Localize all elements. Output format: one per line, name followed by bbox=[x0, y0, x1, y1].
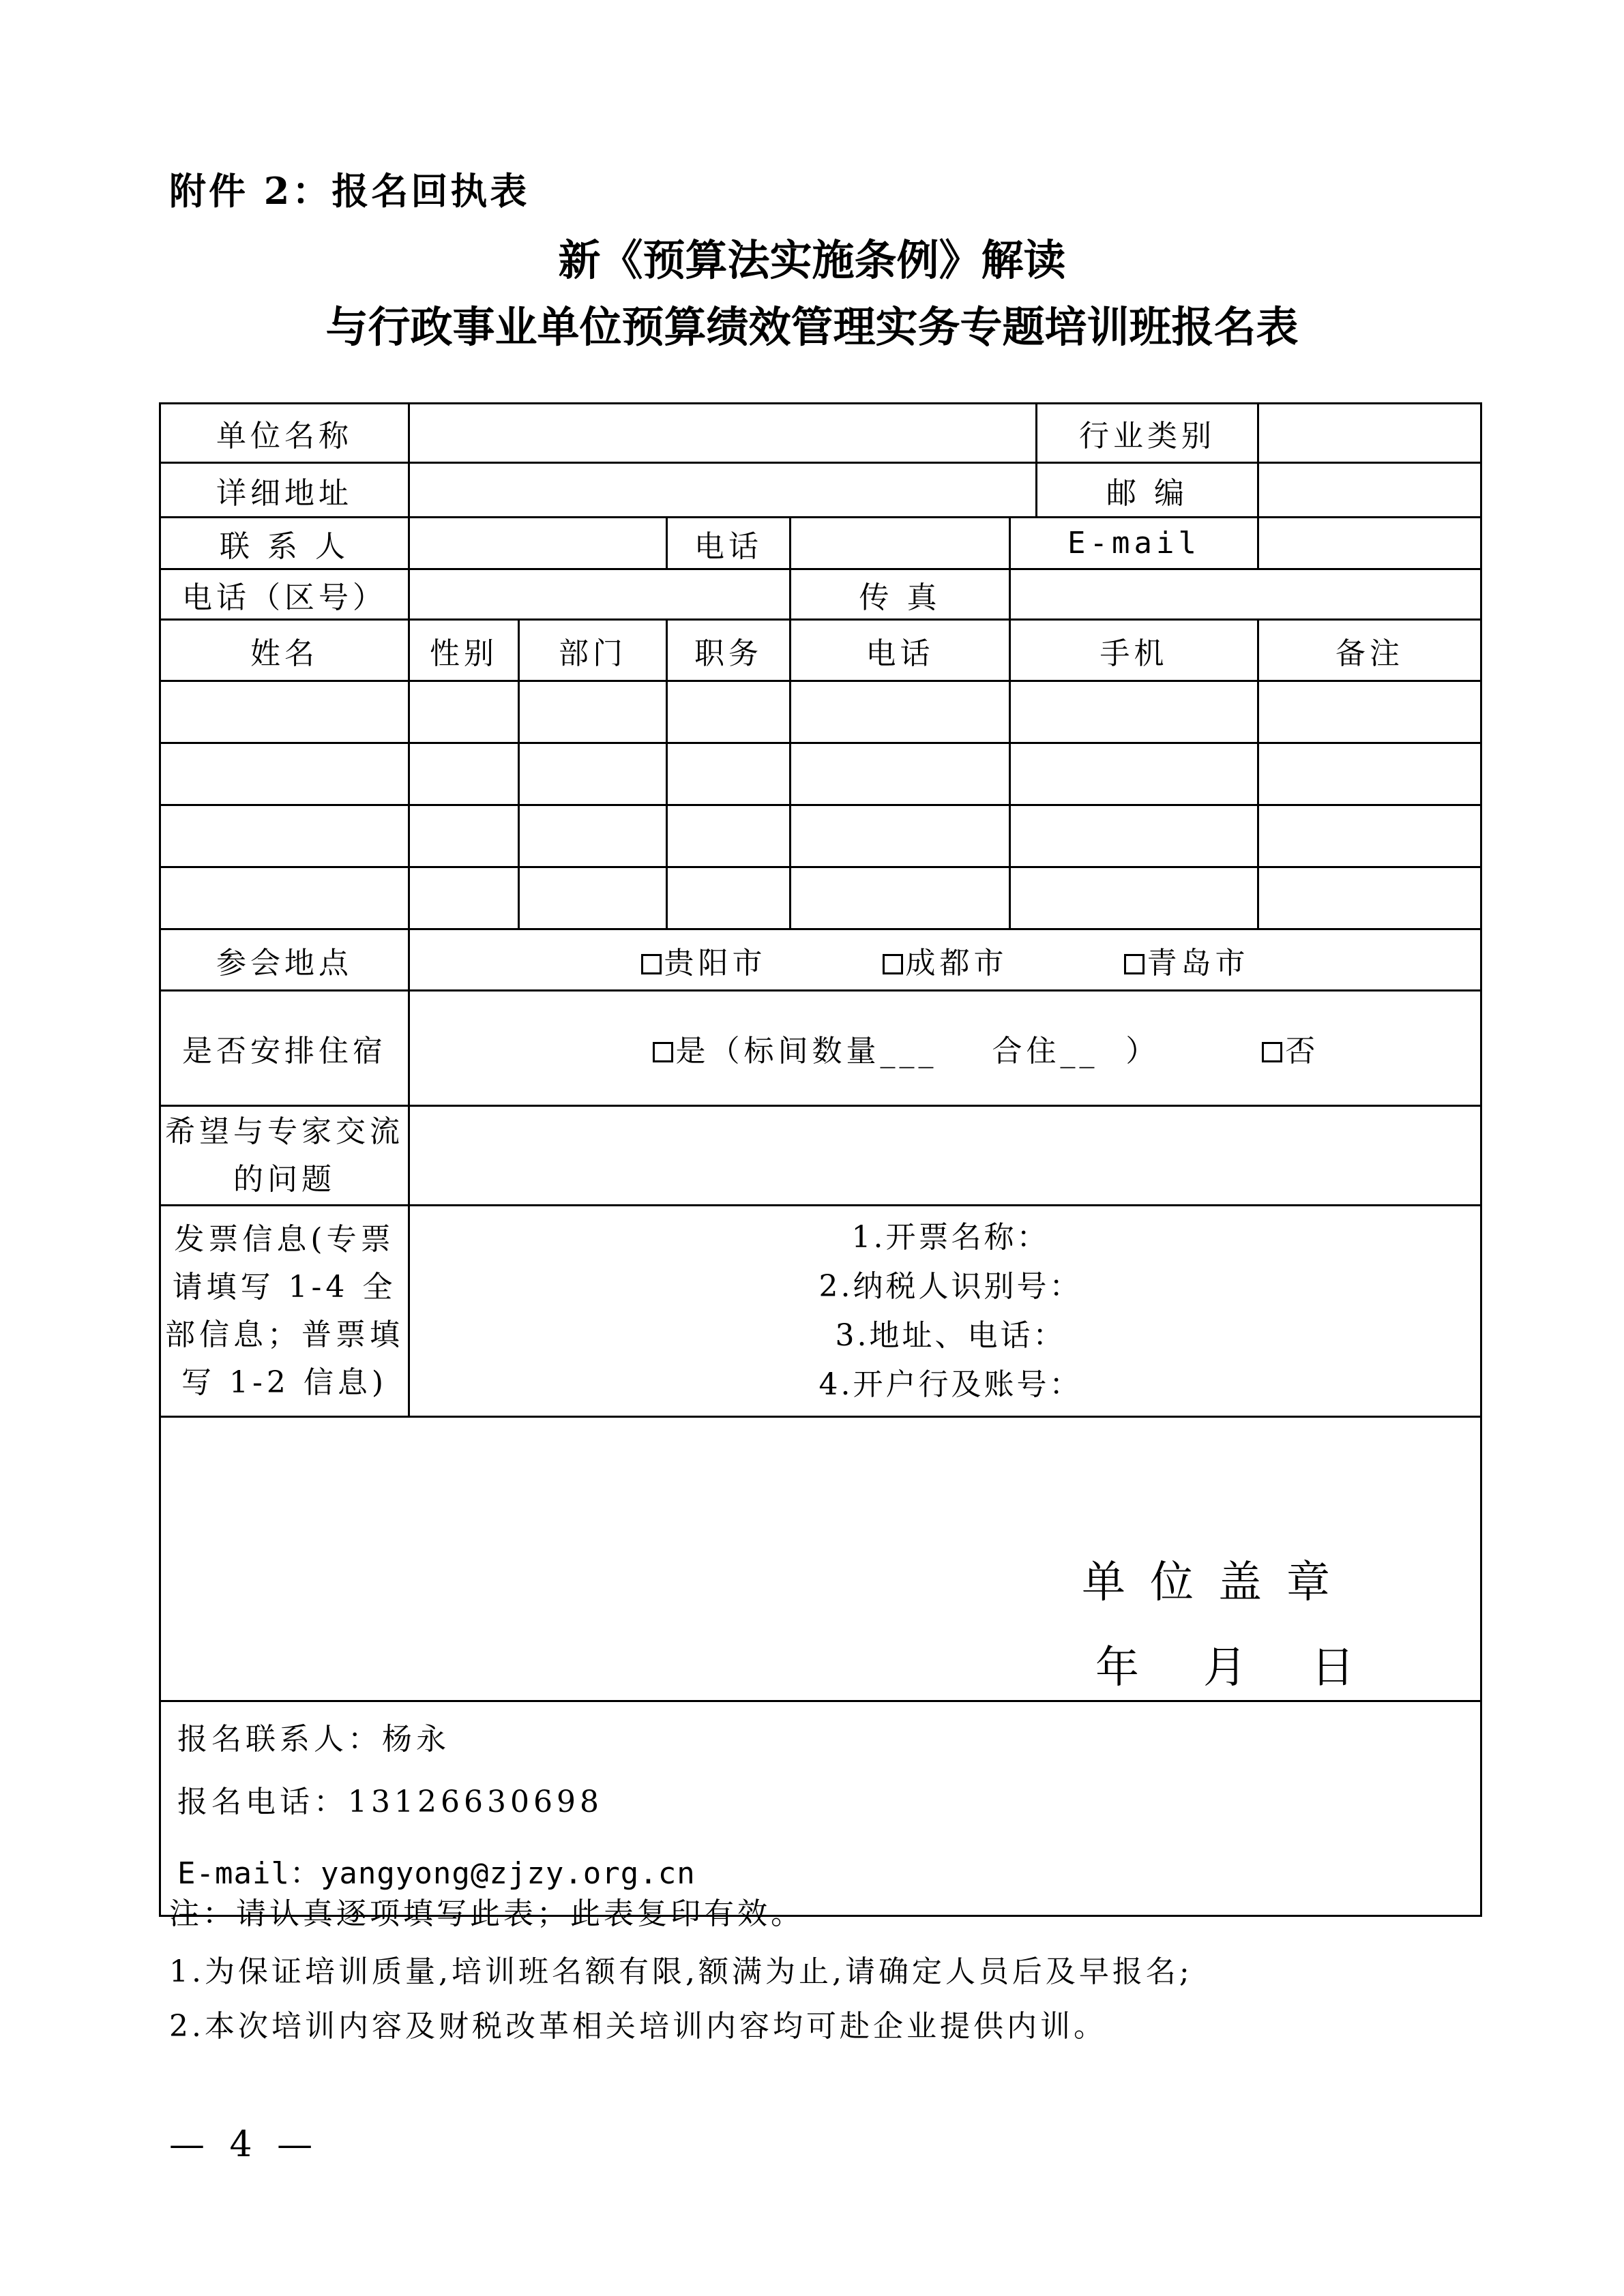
phone-field[interactable] bbox=[791, 518, 1010, 569]
attendee-cell[interactable] bbox=[791, 805, 1010, 867]
seal-date-line bbox=[1095, 1632, 1357, 1695]
seal-area bbox=[160, 1417, 1481, 1701]
phone-area-label: 电话（区号） bbox=[160, 569, 409, 620]
attendee-cell[interactable] bbox=[1258, 867, 1481, 929]
attendee-row bbox=[160, 743, 1481, 805]
page-number: — 4 — bbox=[169, 2124, 320, 2165]
email-label: E-mail bbox=[1010, 518, 1258, 569]
questions-label: 希望与专家交流的问题 bbox=[160, 1106, 409, 1206]
attendee-cell[interactable] bbox=[1010, 805, 1258, 867]
header-mobile: 手机 bbox=[1010, 620, 1258, 681]
lodging-option-yes[interactable] bbox=[653, 1026, 1160, 1070]
lodging-options bbox=[409, 991, 1481, 1106]
invoice-label: 发票信息(专票请填写 1-4 全部信息；普票填写 1-2 信息) bbox=[160, 1206, 409, 1417]
header-position: 职务 bbox=[667, 620, 791, 681]
attendee-cell[interactable] bbox=[667, 805, 791, 867]
checkbox-icon[interactable] bbox=[1262, 1042, 1282, 1062]
email-field[interactable] bbox=[1258, 518, 1481, 569]
lodging-no-label: 否 bbox=[1285, 1034, 1320, 1069]
venue-option-guiyang[interactable] bbox=[641, 938, 767, 982]
venue-label: 参会地点 bbox=[160, 929, 409, 991]
attendee-cell[interactable] bbox=[791, 681, 1010, 743]
checkbox-icon[interactable] bbox=[641, 954, 662, 974]
attendee-cell[interactable] bbox=[409, 743, 519, 805]
invoice-line-address-phone[interactable]: 3.地址、电话： bbox=[835, 1317, 1066, 1353]
note-line: 注：请认真逐项填写此表；此表复印有效。 bbox=[169, 1896, 804, 1931]
attendee-cell[interactable] bbox=[160, 681, 409, 743]
note-line: 1.为保证培训质量,培训班名额有限,额满为止,请确定人员后及早报名; bbox=[169, 1954, 1193, 1989]
attendee-cell[interactable] bbox=[160, 743, 409, 805]
venue-option-qingdao[interactable] bbox=[1124, 938, 1250, 982]
invoice-line-bank-account[interactable]: 4.开户行及账号： bbox=[818, 1367, 1082, 1402]
checkbox-icon[interactable] bbox=[883, 954, 903, 974]
lodging-yes-label: 是（标间数量___ 合住__ ） bbox=[675, 1034, 1160, 1069]
attendee-cell[interactable] bbox=[409, 805, 519, 867]
invoice-line-tax-id[interactable]: 2.纳税人识别号： bbox=[818, 1268, 1082, 1304]
fax-field[interactable] bbox=[1010, 569, 1481, 620]
attendee-cell[interactable] bbox=[160, 867, 409, 929]
contact-person-label: 联 系 人 bbox=[160, 518, 409, 569]
phone-label: 电话 bbox=[667, 518, 791, 569]
venue-option-chengdu[interactable] bbox=[883, 938, 1008, 982]
registration-contact-block bbox=[160, 1701, 1481, 1916]
registration-contact-person: 报名联系人：杨永 bbox=[177, 1722, 450, 1757]
checkbox-icon[interactable] bbox=[653, 1042, 673, 1062]
industry-field[interactable] bbox=[1258, 404, 1481, 463]
address-field[interactable] bbox=[409, 463, 1037, 518]
unit-name-label: 单位名称 bbox=[160, 404, 409, 463]
venue-option-label: 青岛市 bbox=[1147, 945, 1250, 981]
attendee-cell[interactable] bbox=[409, 867, 519, 929]
attendee-cell[interactable] bbox=[667, 867, 791, 929]
attendee-cell[interactable] bbox=[667, 681, 791, 743]
attachment-label: 附件 2：报名回执表 bbox=[169, 169, 530, 213]
fax-label: 传 真 bbox=[791, 569, 1010, 620]
address-label: 详细地址 bbox=[160, 463, 409, 518]
header-name: 姓名 bbox=[160, 620, 409, 681]
attendee-cell[interactable] bbox=[667, 743, 791, 805]
invoice-line-name[interactable]: 1.开票名称： bbox=[851, 1219, 1050, 1255]
attendee-cell[interactable] bbox=[1258, 743, 1481, 805]
note-line: 2.本次培训内容及财税改革相关培训内容均可赴企业提供内训。 bbox=[169, 2009, 1107, 2044]
attendee-cell[interactable] bbox=[1010, 743, 1258, 805]
registration-email[interactable]: E-mail：yangyong@zjzy.org.cn bbox=[177, 1856, 696, 1891]
header-remarks: 备注 bbox=[1258, 620, 1481, 681]
venue-option-label: 贵阳市 bbox=[664, 945, 767, 981]
attendee-row bbox=[160, 805, 1481, 867]
phone-area-field[interactable] bbox=[409, 569, 791, 620]
form-title-line-1: 新《预算法实施条例》解读 bbox=[558, 235, 1066, 285]
attendee-cell[interactable] bbox=[1010, 681, 1258, 743]
attendee-cell[interactable] bbox=[519, 867, 667, 929]
questions-field[interactable] bbox=[409, 1106, 1481, 1206]
form-title-line-2: 与行政事业单位预算绩效管理实务专题培训班报名表 bbox=[325, 302, 1299, 352]
invoice-fields bbox=[409, 1206, 1481, 1417]
lodging-option-no[interactable] bbox=[1262, 1026, 1319, 1070]
venue-options bbox=[409, 929, 1481, 991]
attendee-cell[interactable] bbox=[519, 681, 667, 743]
contact-person-field[interactable] bbox=[409, 518, 667, 569]
date-year: 年 bbox=[1095, 1643, 1142, 1693]
unit-seal-label: 单位盖章 bbox=[1082, 1557, 1355, 1608]
lodging-label: 是否安排住宿 bbox=[160, 991, 409, 1106]
header-department: 部门 bbox=[519, 620, 667, 681]
header-phone: 电话 bbox=[791, 620, 1010, 681]
unit-name-field[interactable] bbox=[409, 404, 1037, 463]
attendee-cell[interactable] bbox=[791, 867, 1010, 929]
attendee-cell[interactable] bbox=[409, 681, 519, 743]
attendee-cell[interactable] bbox=[791, 743, 1010, 805]
postcode-label: 邮 编 bbox=[1037, 463, 1258, 518]
attendee-cell[interactable] bbox=[160, 805, 409, 867]
attendee-row bbox=[160, 867, 1481, 929]
attendee-cell[interactable] bbox=[519, 743, 667, 805]
attendee-cell[interactable] bbox=[519, 805, 667, 867]
registration-phone: 报名电话：13126630698 bbox=[177, 1785, 603, 1819]
attendee-cell[interactable] bbox=[1010, 867, 1258, 929]
attendee-cell[interactable] bbox=[1258, 805, 1481, 867]
attendee-row bbox=[160, 681, 1481, 743]
attendee-cell[interactable] bbox=[1258, 681, 1481, 743]
checkbox-icon[interactable] bbox=[1124, 954, 1145, 974]
venue-option-label: 成都市 bbox=[905, 945, 1008, 981]
registration-form-table bbox=[159, 402, 1482, 1917]
postcode-field[interactable] bbox=[1258, 463, 1481, 518]
date-month: 月 bbox=[1203, 1643, 1250, 1693]
industry-label: 行业类别 bbox=[1037, 404, 1258, 463]
header-gender: 性别 bbox=[409, 620, 519, 681]
date-day: 日 bbox=[1311, 1643, 1357, 1693]
